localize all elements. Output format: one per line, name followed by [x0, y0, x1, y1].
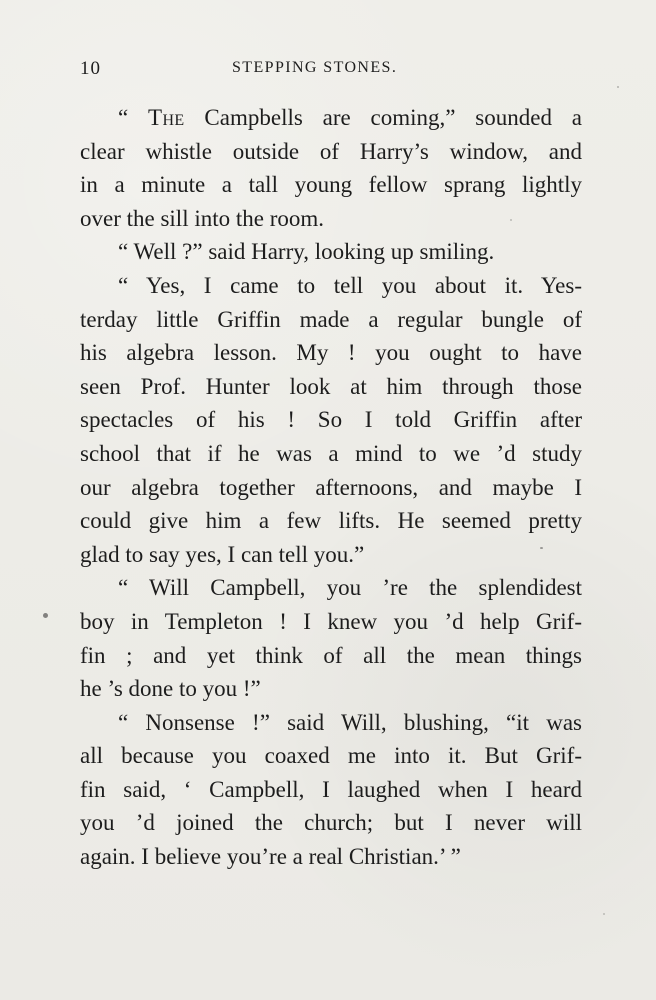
page-header: [80, 58, 580, 84]
page-number: 10: [80, 58, 101, 79]
text-line: over the sill into the room.: [80, 205, 325, 231]
text-line: could give him a few lifts. He seemed pretty: [80, 508, 582, 534]
text-line: in a minute a tall young fellow sprang lightly: [80, 172, 582, 198]
text-line: you ’d joined the church; but I never will: [80, 810, 582, 836]
small-caps-word: The: [148, 105, 185, 130]
text-line: school that if he was a mind to we ’d study: [80, 440, 582, 466]
text-line: boy in Templeton ! I knew you ’d help Grif-: [80, 608, 582, 634]
text-line: all because you coaxed me into it. But Grif-: [80, 743, 582, 769]
paper-speck: [510, 219, 512, 221]
text-line: our algebra together afternoons, and maybe I: [80, 474, 582, 500]
text-line: he ’s done to you !”: [80, 676, 261, 702]
text-line: fin said, ‘ Campbell, I laughed when I heard: [80, 776, 582, 802]
text-line: spectacles of his ! So I told Griffin after: [80, 407, 582, 433]
page-text: [80, 101, 582, 874]
text-line: “ Yes, I came to tell you about it. Yes-: [118, 272, 582, 298]
line-remainder: Campbells are coming,” sounded a: [184, 105, 582, 130]
paper-speck: [540, 547, 543, 549]
text-line: “ Well ?” said Harry, looking up smiling.: [118, 239, 495, 265]
text-line: his algebra lesson. My ! you ought to have: [80, 340, 582, 366]
opening-quote: “: [118, 105, 149, 130]
text-line: “ Will Campbell, you ’re the splendidest: [118, 575, 582, 601]
text-line: fin ; and yet think of all the mean things: [80, 642, 582, 668]
paper-speck: [43, 613, 48, 618]
text-line: clear whistle outside of Harry’s window, and: [80, 138, 582, 164]
text-line: “ Nonsense !” said Will, blushing, “it was: [118, 709, 582, 735]
running-title: STEPPING STONES.: [232, 59, 398, 76]
paper-speck: [603, 913, 605, 915]
text-line: terday little Griffin made a regular bungle of: [80, 306, 582, 332]
text-line: again. I believe you’re a real Christian.’ ”: [80, 844, 461, 870]
text-line: glad to say yes, I can tell you.”: [80, 541, 365, 567]
text-line: [80, 101, 582, 135]
paper-speck: [617, 86, 619, 88]
text-line: seen Prof. Hunter look at him through those: [80, 373, 582, 399]
